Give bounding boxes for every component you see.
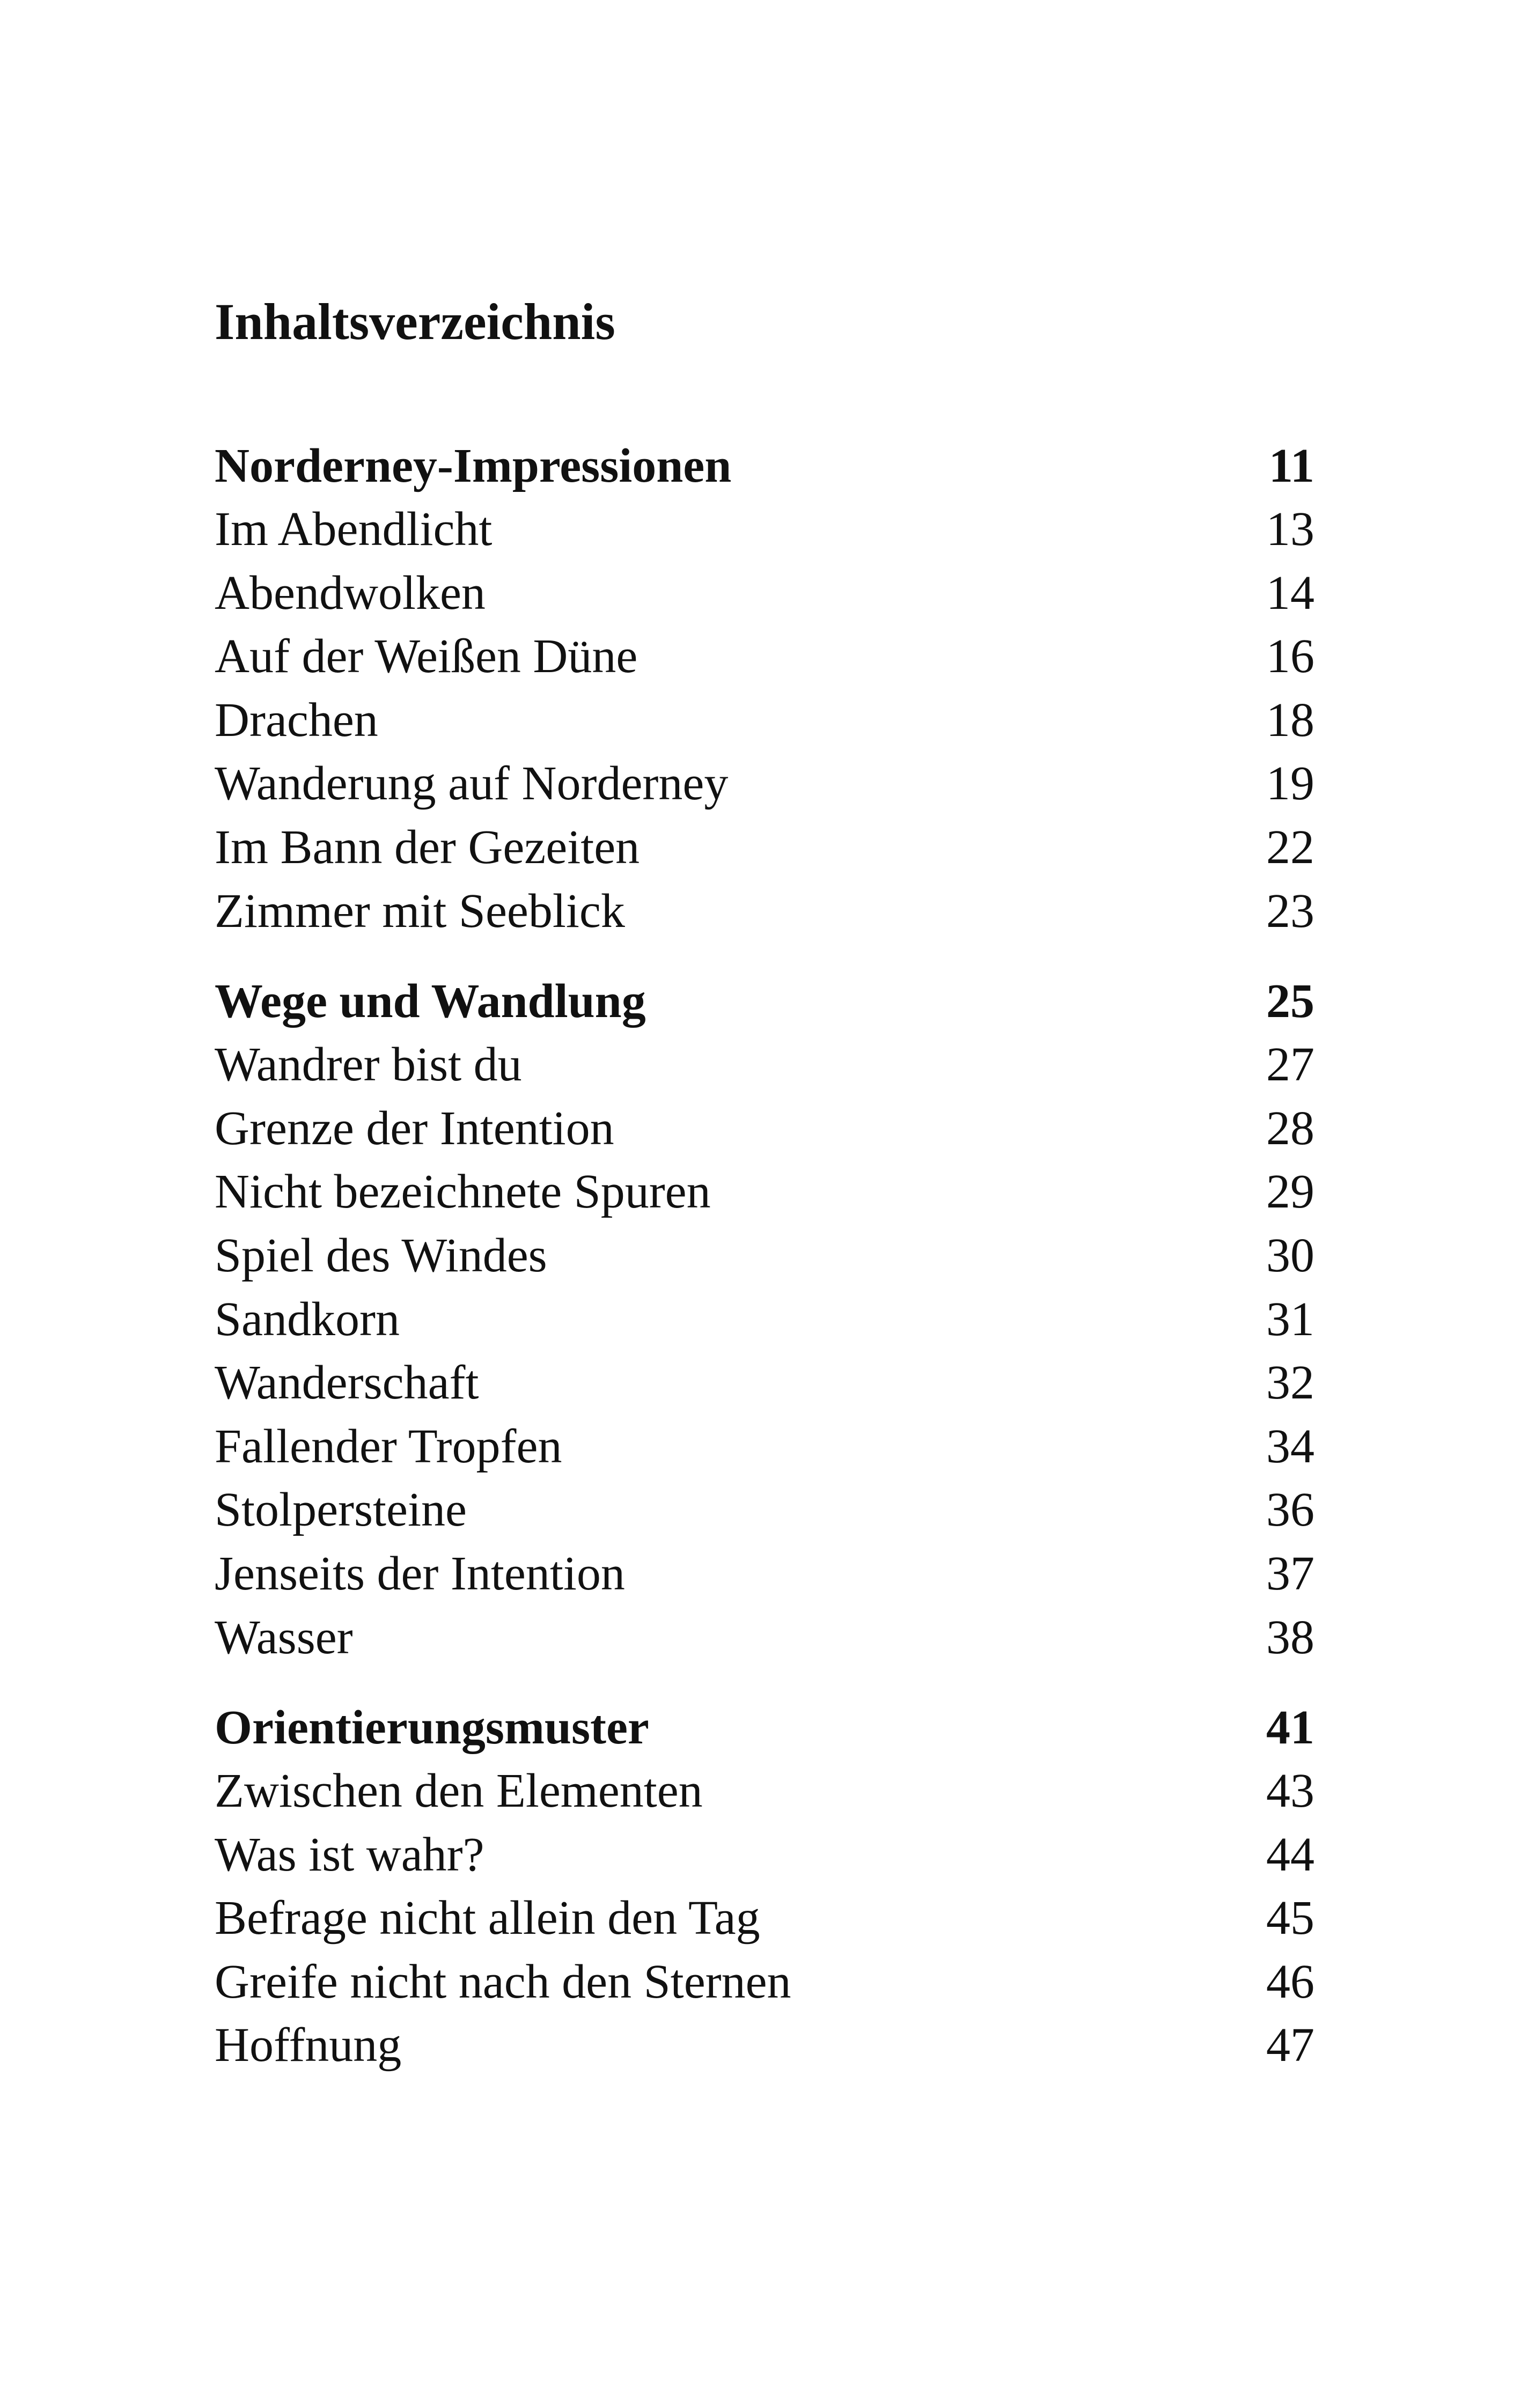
- toc-entry: [215, 1950, 1314, 2014]
- toc-heading-page: 11: [1268, 439, 1314, 492]
- toc-entry-page: 30: [1266, 1228, 1314, 1282]
- toc-entry-page: 43: [1266, 1764, 1314, 1818]
- toc-entry: [215, 1033, 1314, 1097]
- toc-entry: [215, 1097, 1314, 1161]
- toc-entry: [215, 1224, 1314, 1288]
- toc-entry: [215, 816, 1314, 880]
- toc-section-heading: [215, 435, 1314, 498]
- toc-entry: [215, 1415, 1314, 1479]
- toc-entry: [215, 562, 1314, 625]
- toc-entry: [215, 1351, 1314, 1415]
- toc-entry-page: 28: [1266, 1101, 1314, 1155]
- toc-entry-title: Fallender Tropfen: [215, 1419, 562, 1473]
- toc-entry-title: Was ist wahr?: [215, 1828, 484, 1881]
- toc-section: [215, 435, 1314, 943]
- toc-entry-page: 37: [1266, 1547, 1314, 1600]
- toc-heading-page: 41: [1266, 1701, 1314, 1755]
- toc-entry-page: 36: [1266, 1483, 1314, 1537]
- toc-entry: [215, 1160, 1314, 1224]
- toc-entry: [215, 1887, 1314, 1950]
- toc-entry: [215, 1478, 1314, 1542]
- toc-entry-title: Wandrer bist du: [215, 1038, 522, 1092]
- toc-entry-title: Wanderschaft: [215, 1356, 479, 1410]
- toc-heading-title: Norderney-Impressionen: [215, 439, 732, 492]
- toc-entry: [215, 2014, 1314, 2078]
- toc-entry-title: Drachen: [215, 693, 378, 747]
- toc-entry-page: 27: [1266, 1038, 1314, 1092]
- toc-section: [215, 1696, 1314, 2078]
- toc-entry-page: 45: [1266, 1891, 1314, 1945]
- toc-heading-title: Orientierungsmuster: [215, 1701, 649, 1755]
- toc-entry-title: Stolpersteine: [215, 1483, 467, 1537]
- toc-list: [215, 435, 1314, 2104]
- toc-entry-title: Hoffnung: [215, 2019, 402, 2072]
- toc-entry-title: Grenze der Intention: [215, 1101, 614, 1155]
- toc-entry-page: 23: [1266, 884, 1314, 938]
- toc-section: [215, 970, 1314, 1669]
- toc-entry: [215, 625, 1314, 689]
- toc-entry-page: 38: [1266, 1610, 1314, 1664]
- toc-entry-page: 19: [1266, 757, 1314, 811]
- toc-entry-title: Im Bann der Gezeiten: [215, 820, 640, 874]
- toc-section-heading: [215, 1696, 1314, 1759]
- toc-entry-title: Zwischen den Elementen: [215, 1764, 703, 1818]
- toc-entry-title: Wasser: [215, 1610, 353, 1664]
- toc-entry-page: 31: [1266, 1292, 1314, 1346]
- toc-entry: [215, 1823, 1314, 1887]
- toc-entry-page: 44: [1266, 1828, 1314, 1881]
- toc-entry: [215, 1542, 1314, 1606]
- toc-entry-page: 32: [1266, 1356, 1314, 1410]
- toc-entry-title: Im Abendlicht: [215, 503, 493, 556]
- toc-entry-title: Wanderung auf Norderney: [215, 757, 729, 811]
- toc-entry: [215, 1288, 1314, 1352]
- toc-entry-title: Greife nicht nach den Sternen: [215, 1955, 791, 2008]
- toc-entry-title: Spiel des Windes: [215, 1228, 547, 1282]
- toc-entry-page: 18: [1266, 693, 1314, 747]
- toc-entry: [215, 689, 1314, 753]
- toc-entry-page: 46: [1266, 1955, 1314, 2008]
- toc-section-heading: [215, 970, 1314, 1033]
- toc-entry: [215, 1606, 1314, 1670]
- toc-entry-page: 34: [1266, 1419, 1314, 1473]
- toc-entry-title: Sandkorn: [215, 1292, 400, 1346]
- toc-entry: [215, 752, 1314, 816]
- toc-entry-title: Nicht bezeichnete Spuren: [215, 1165, 711, 1219]
- toc-entry: [215, 1759, 1314, 1823]
- toc-entry-page: 29: [1266, 1165, 1314, 1219]
- toc-entry: [215, 498, 1314, 562]
- toc-entry-title: Abendwolken: [215, 566, 486, 620]
- toc-entry-title: Auf der Weißen Düne: [215, 630, 638, 683]
- toc-entry-title: Befrage nicht allein den Tag: [215, 1891, 760, 1945]
- toc-heading-title: Wege und Wandlung: [215, 975, 646, 1028]
- toc-entry-title: Zimmer mit Seeblick: [215, 884, 625, 938]
- toc-entry-page: 16: [1266, 630, 1314, 683]
- toc-entry: [215, 880, 1314, 944]
- toc-entry-page: 14: [1266, 566, 1314, 620]
- toc-entry-title: Jenseits der Intention: [215, 1547, 625, 1600]
- toc-heading-page: 25: [1266, 975, 1314, 1028]
- page-title: Inhaltsverzeichnis: [215, 293, 615, 350]
- toc-entry-page: 13: [1266, 503, 1314, 556]
- toc-entry-page: 22: [1266, 820, 1314, 874]
- toc-entry-page: 47: [1266, 2019, 1314, 2072]
